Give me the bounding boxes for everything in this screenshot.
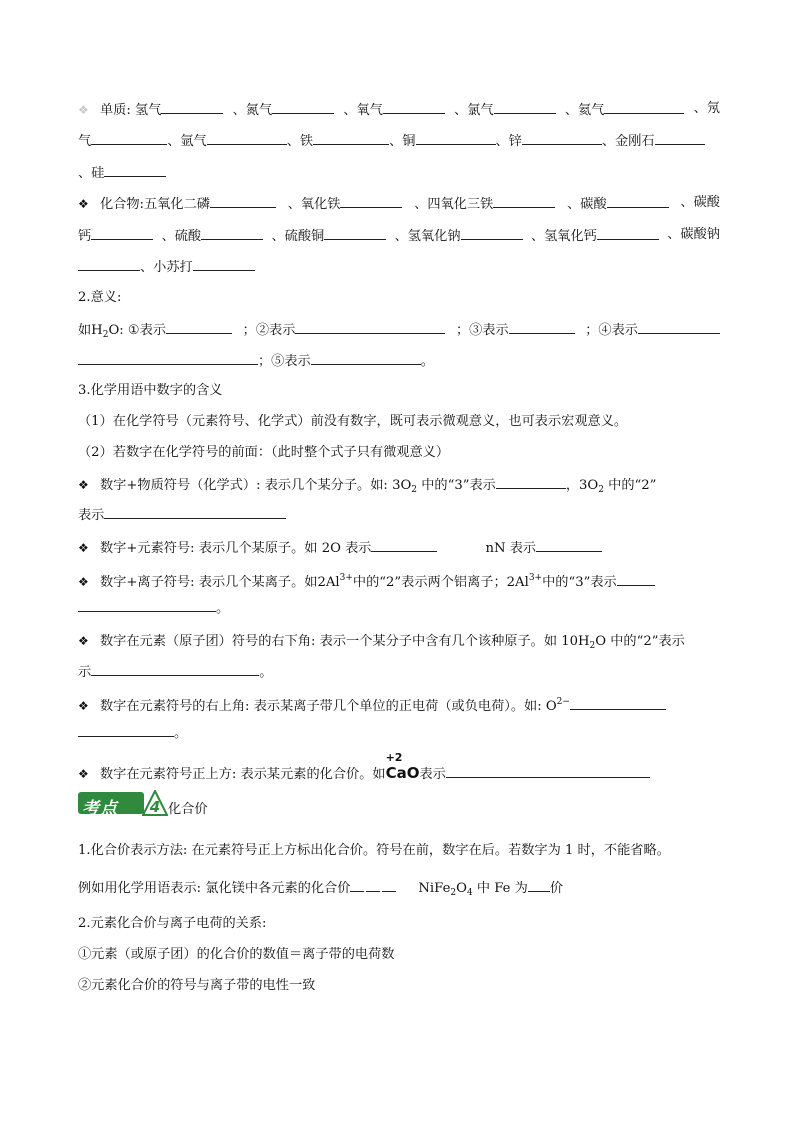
rule-text: nN 表示 [485, 541, 537, 556]
blank[interactable] [496, 475, 566, 489]
formula: 如H [78, 323, 103, 338]
blank[interactable] [340, 194, 402, 208]
meaning-row-2 [78, 351, 720, 371]
item: 、锌 [495, 134, 522, 149]
blank[interactable] [366, 878, 380, 892]
valence-p1: 1.化合价表示方法: 在元素符号正上方标出化合价。符号在前，数字在后。若数字为 1 时，不能省略。 [78, 843, 670, 858]
blank[interactable] [597, 226, 659, 240]
bullet-icon: ❖ [78, 541, 89, 555]
rule-text: 表示 [419, 767, 446, 782]
compounds-row-3 [78, 257, 720, 277]
blank[interactable] [382, 878, 396, 892]
formula: CaO [385, 764, 420, 782]
blank[interactable] [607, 194, 669, 208]
blank[interactable] [522, 131, 602, 145]
blank[interactable] [371, 538, 437, 552]
bullet-icon: ❖ [78, 699, 89, 713]
item: 、铜 [389, 134, 416, 149]
meaning-1: ①表示 [127, 323, 167, 338]
rule-ion [78, 569, 720, 592]
rule-superscript [78, 693, 720, 716]
rule-valence [78, 751, 720, 784]
period: 。 [420, 354, 434, 369]
subscript: 2 [598, 485, 604, 495]
subscript: 2 [450, 888, 457, 898]
meaning-5: ；⑤表示 [258, 354, 311, 369]
item: 、硫酸铜 [271, 229, 325, 244]
superscript: 2− [556, 697, 570, 707]
numbers-p1: （1）在化学符号（元素符号、化学式）前没有数字，既可表示微观意义，也可表示宏观意义。 [78, 414, 628, 429]
rule-text: ，3O [565, 478, 599, 493]
item: 、氢氧化钠 [394, 229, 461, 244]
item: 、小苏打 [140, 260, 193, 275]
compounds-row-1 [78, 194, 720, 214]
item: 、四氧化三铁 [414, 197, 494, 212]
valence-mark: +2 [385, 751, 403, 764]
valence-p3: 2.元素化合价与离子电荷的关系: [78, 916, 267, 931]
section-badge [78, 790, 168, 819]
blank[interactable] [536, 538, 602, 552]
bullet-icon: ❖ [78, 478, 89, 492]
compounds-label: 化合物:五氧化二磷 [100, 197, 210, 212]
blank[interactable] [161, 100, 223, 114]
item: 、金刚石 [601, 134, 655, 149]
item: 、氧化铁 [287, 197, 341, 212]
numbers-p2: （2）若数字在化学符号的前面：（此时整个式子只有微观意义） [78, 445, 450, 460]
blank[interactable] [91, 226, 153, 240]
item: 、硅 [78, 166, 105, 181]
meaning-title: 2.意义: [78, 290, 122, 305]
blank[interactable] [446, 764, 650, 778]
rule-text: 中的“3”表示 [542, 575, 617, 590]
blank[interactable] [104, 505, 286, 519]
blank[interactable] [193, 257, 255, 271]
compounds-row-2 [78, 226, 720, 246]
item: 、碳酸 [567, 197, 607, 212]
item: 、碳酸钠 [667, 227, 720, 242]
superscript: 3+ [528, 573, 543, 583]
rule-text: 数字+离子符号: 表示几个某离子。如2Al [100, 575, 340, 590]
rule-text: 中的“2”表示两个铝离子；2Al [352, 575, 529, 590]
item: 、硫酸 [161, 229, 202, 244]
blank[interactable] [324, 226, 386, 240]
rule-molecule [78, 475, 720, 499]
answer-stack [350, 878, 400, 898]
elements-row-1 [78, 100, 720, 120]
blank[interactable] [166, 320, 232, 334]
badge-box [78, 792, 144, 819]
period: 。 [174, 726, 188, 741]
item: 、氖 [693, 101, 720, 116]
blank[interactable] [461, 226, 523, 240]
item: 、氢氧化钙 [530, 229, 597, 244]
rule-text: 数字在元素符号的右上角: 表示某离子带几个单位的正电荷（或负电荷）。如: O [100, 699, 557, 714]
valence-section-title: 化合价 [168, 802, 208, 817]
meaning-4: ；④表示 [585, 323, 638, 338]
blank[interactable] [201, 226, 263, 240]
elements-label: 单质: 氢气 [100, 103, 162, 118]
superscript: 3+ [339, 573, 353, 583]
item: 、氯气 [454, 103, 494, 118]
rule-ion-cont [78, 598, 720, 618]
blank[interactable] [78, 598, 216, 612]
blank[interactable] [570, 696, 666, 710]
rule-text: O 中的“2”表示 [595, 634, 685, 649]
blank[interactable] [207, 131, 287, 145]
blank[interactable] [494, 100, 556, 114]
rule-molecule-cont [78, 505, 720, 525]
bullet-icon: ❖ [78, 767, 89, 781]
blank[interactable] [78, 257, 140, 271]
blank[interactable] [313, 131, 389, 145]
valence-p5: ②元素化合价的符号与离子带的电性一致 [78, 978, 316, 993]
rule-text: 示 [78, 665, 92, 680]
badge-number: 4 [149, 798, 161, 816]
blank[interactable] [91, 131, 167, 145]
blank[interactable] [416, 131, 496, 145]
blank[interactable] [528, 878, 550, 892]
blank[interactable] [272, 100, 334, 114]
blank[interactable] [210, 194, 276, 208]
bullet-icon: ❖ [78, 103, 89, 117]
blank[interactable] [91, 662, 259, 676]
badge-text: 考点 [82, 799, 118, 819]
item: 、氦气 [564, 103, 605, 118]
blank[interactable] [604, 100, 684, 114]
formula: NiFe [418, 881, 451, 896]
meaning-2: ；②表示 [242, 323, 296, 338]
period: 。 [216, 601, 230, 616]
blank[interactable] [78, 723, 174, 737]
blank[interactable] [655, 131, 705, 145]
rule-subscript [78, 632, 720, 655]
item: 气 [78, 134, 92, 149]
blank[interactable] [350, 878, 364, 892]
item: 、氩气 [167, 134, 207, 149]
rule-text: 中的“3”表示 [417, 478, 496, 493]
valence-p4: ①元素（或原子团）的化合价的数值＝离子带的电荷数 [78, 947, 395, 962]
valence-formula [385, 751, 420, 782]
formula: O: [108, 323, 128, 338]
rule-text: 数字+物质符号（化学式）: 表示几个某分子。如: 3O [100, 478, 412, 493]
blank[interactable] [617, 572, 655, 586]
rule-text: 数字在元素符号正上方: 表示某元素的化合价。如 [100, 767, 386, 782]
subscript: 2 [589, 641, 596, 651]
meaning-3: ；③表示 [455, 323, 509, 338]
bullet-icon: ❖ [78, 634, 89, 648]
elements-row-2 [78, 131, 720, 151]
blank[interactable] [493, 194, 555, 208]
rule-text: 表示 [78, 508, 105, 523]
elements-row-3 [78, 163, 720, 183]
rule-superscript-cont [78, 723, 720, 743]
blank[interactable] [509, 320, 575, 334]
subscript: 2 [102, 330, 109, 340]
rule-subscript-cont [78, 662, 720, 682]
blank[interactable] [78, 351, 258, 365]
subscript: 2 [411, 485, 418, 495]
blank[interactable] [383, 100, 445, 114]
period: 。 [259, 665, 273, 680]
valence-text: 中 Fe 为 [472, 881, 528, 896]
item: 钙 [78, 229, 92, 244]
meaning-row-1 [78, 320, 720, 344]
valence-text: 例如用化学用语表示: 氯化镁中各元素的化合价 [78, 881, 351, 896]
blank[interactable] [638, 320, 720, 334]
rule-text: 数字在元素（原子团）符号的右下角: 表示一个某分子中含有几个该种原子。如 10H [100, 634, 590, 649]
triangle-number-icon [142, 790, 168, 816]
rule-text: 数字+元素符号: 表示几个某原子。如 2O 表示 [100, 541, 372, 556]
item: 、碳酸 [680, 195, 720, 210]
bullet-icon: ❖ [78, 197, 89, 211]
blank[interactable] [295, 320, 445, 334]
item: 、氮气 [232, 103, 273, 118]
item: 、氧气 [343, 103, 383, 118]
subscript: 4 [466, 888, 473, 898]
rule-text: 中的“2” [603, 478, 657, 493]
item: 、铁 [286, 134, 314, 149]
bullet-icon: ❖ [78, 575, 89, 589]
valence-p2 [78, 878, 720, 902]
numbers-title: 3.化学用语中数字的含义 [78, 383, 223, 398]
blank[interactable] [311, 351, 421, 365]
formula: O [456, 881, 467, 896]
rule-atom [78, 538, 720, 558]
blank[interactable] [104, 163, 166, 177]
valence-text: 价 [549, 881, 564, 896]
